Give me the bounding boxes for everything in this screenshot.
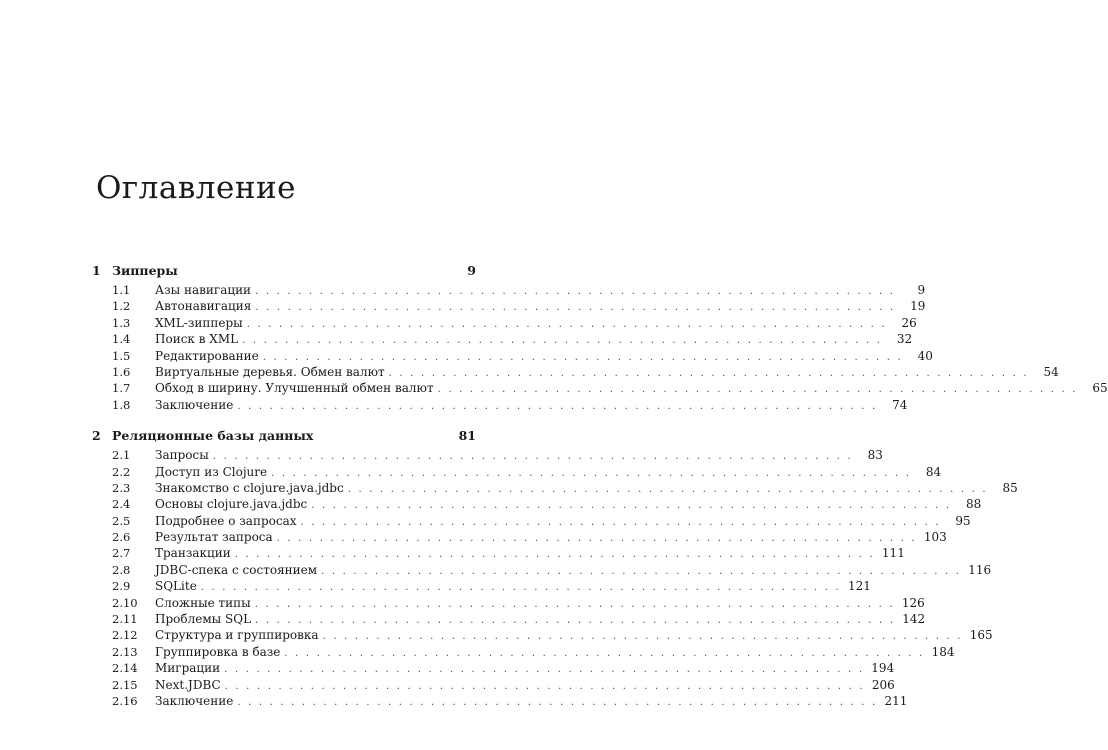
section-number: 1.6 (112, 364, 131, 379)
dot-leader: . . . . . . . . . . . . . . . . . . . . . . . . . . . . . . . . . . . . . . . . . . . . . . . . . . . . . . . . . . . . (200, 582, 841, 594)
dot-leader: . . . . . . . . . . . . . . . . . . . . . . . . . . . . . . . . . . . . . . . . . . . . . . . . . . . . . . . . . . . . (237, 696, 878, 708)
section-number: 2.15 (112, 677, 138, 692)
section-title: Заключение (155, 693, 234, 708)
toc-entry[interactable] (92, 579, 871, 595)
section-page: 32 (896, 332, 913, 347)
section-title: Автонавигация (155, 299, 252, 314)
toc-entry[interactable] (92, 595, 925, 612)
toc-chapter[interactable] (92, 263, 476, 283)
section-title: Подробнее о запросах (155, 513, 297, 528)
section-number: 2.16 (112, 693, 138, 708)
section-page: 211 (884, 693, 908, 708)
toc-entry[interactable] (92, 612, 926, 628)
dot-leader: . . . . . . . . . . . . . . . . . . . . . . . . . . . . . . . . . . . . . . . . . . . . . . . . . . . . . . . . . . . . (254, 598, 895, 610)
dot-leader: . . . . . . . . . . . . . . . . . . . . . . . . . . . . . . . . . . . . . . . . . . . . . . . . . . . . . . . . . . . . (237, 400, 878, 412)
toc-entry[interactable] (92, 693, 908, 710)
section-title: Транзакции (155, 546, 231, 561)
section-title: XML-зипперы (155, 315, 243, 330)
section-number: 1.8 (112, 397, 131, 412)
toc-entry[interactable] (92, 448, 883, 464)
dot-leader: . . . . . . . . . . . . . . . . . . . . . . . . . . . . . . . . . . . . . . . . . . . . . . . . . . . . . . . . . . . . (311, 500, 952, 512)
toc-entry[interactable] (92, 644, 955, 661)
section-number: 2.4 (112, 497, 131, 512)
chapter-gap (92, 414, 476, 428)
dot-leader: . . . . . . . . . . . . . . . . . . . . . . . . . . . . . . . . . . . . . . . . . . . . . . . . . . . . . . . . . . . . (255, 302, 896, 314)
dot-leader: . . . . . . . . . . . . . . . . . . . . . . . . . . . . . . . . . . . . . . . . . . . . . . . . . . . . . . . . . . . . (271, 467, 912, 479)
dot-leader: . . . . . . . . . . . . . . . . . . . . . . . . . . . . . . . . . . . . . . . . . . . . . . . . . . . . . . . . . . . . (321, 565, 962, 577)
section-title: Заключение (155, 397, 234, 412)
section-title: Доступ из Clojure (155, 464, 268, 479)
dot-leader: . . . . . . . . . . . . . . . . . . . . . . . . . . . . . . . . . . . . . . . . . . . . . . . . . . . . . . . . . . . . (262, 351, 903, 363)
toc-entry[interactable] (92, 364, 1059, 381)
section-title: Запросы (155, 448, 209, 463)
section-number: 2.3 (112, 480, 131, 495)
dot-leader: . . . . . . . . . . . . . . . . . . . . . . . . . . . . . . . . . . . . . . . . . . . . . . . . . . . . . . . . . . . . (300, 516, 941, 528)
dot-leader: . . . . . . . . . . . . . . . . . . . . . . . . . . . . . . . . . . . . . . . . . . . . . . . . . . . . . . . . . . . . (242, 335, 883, 347)
dot-leader: . . . . . . . . . . . . . . . . . . . . . . . . . . . . . . . . . . . . . . . . . . . . . . . . . . . . . . . . . . . . (224, 664, 865, 676)
chapter-page: 9 (467, 263, 476, 278)
dot-leader: . . . . . . . . . . . . . . . . . . . . . . . . . . . . . . . . . . . . . . . . . . . . . . . . . . . . . . . . . . . . (234, 549, 875, 561)
section-number: 2.7 (112, 546, 131, 561)
section-number: 2.9 (112, 579, 131, 594)
section-page: 95 (955, 513, 971, 528)
section-page: 54 (1043, 364, 1059, 379)
chapter-page: 81 (458, 428, 476, 444)
toc-entry[interactable] (92, 464, 942, 481)
dot-leader: . . . . . . . . . . . . . . . . . . . . . . . . . . . . . . . . . . . . . . . . . . . . . . . . . . . . . . . . . . . . (276, 533, 917, 545)
section-number: 1.1 (112, 283, 131, 297)
section-page: 111 (881, 546, 905, 561)
dot-leader: . . . . . . . . . . . . . . . . . . . . . . . . . . . . . . . . . . . . . . . . . . . . . . . . . . . . . . . . . . . . (437, 384, 1078, 396)
section-title: Основы clojure.java.jdbc (155, 497, 308, 512)
section-number: 1.5 (112, 348, 131, 363)
section-title: Сложные типы (155, 595, 251, 610)
dot-leader: . . . . . . . . . . . . . . . . . . . . . . . . . . . . . . . . . . . . . . . . . . . . . . . . . . . . . . . . . . . . (284, 647, 925, 659)
section-title: Знакомство с clojure.java.jdbc (155, 480, 344, 495)
page-title: Оглавление (96, 170, 296, 206)
toc-entry[interactable] (92, 530, 947, 546)
section-title: Проблемы SQL (155, 612, 252, 627)
section-number: 2.14 (112, 661, 138, 676)
section-page: 142 (902, 612, 926, 627)
dot-leader: . . . . . . . . . . . . . . . . . . . . . . . . . . . . . . . . . . . . . . . . . . . . . . . . . . . . . . . . . . . . (212, 451, 853, 463)
toc-entry[interactable] (92, 348, 933, 365)
chapter-number: 1 (92, 263, 101, 278)
section-page: 184 (931, 644, 955, 659)
section-number: 2.11 (112, 612, 138, 627)
section-page: 74 (892, 397, 908, 412)
section-page: 40 (917, 348, 933, 363)
section-number: 2.1 (112, 448, 131, 463)
section-title: Азы навигации (155, 283, 252, 297)
section-title: Поиск в XML (155, 332, 239, 347)
section-title: Результат запроса (155, 530, 273, 545)
chapter-title: Реляционные базы данных (112, 428, 314, 444)
table-of-contents (92, 263, 1108, 710)
dot-leader: . . . . . . . . . . . . . . . . . . . . . . . . . . . . . . . . . . . . . . . . . . . . . . . . . . . . . . . . . . . . (255, 615, 896, 627)
toc-entry[interactable] (92, 315, 917, 332)
toc-entry[interactable] (92, 513, 971, 530)
section-page: 19 (910, 299, 926, 314)
dot-leader: . . . . . . . . . . . . . . . . . . . . . . . . . . . . . . . . . . . . . . . . . . . . . . . . . . . . . . . . . . . . (347, 483, 988, 495)
section-page: 83 (867, 448, 883, 463)
section-number: 2.2 (112, 464, 131, 479)
toc-entry[interactable] (92, 497, 982, 513)
section-page: 88 (966, 497, 982, 512)
section-page: 103 (923, 530, 947, 545)
section-title: Next.JDBC (155, 677, 221, 692)
dot-leader: . . . . . . . . . . . . . . . . . . . . . . . . . . . . . . . . . . . . . . . . . . . . . . . . . . . . . . . . . . . . (224, 680, 865, 692)
section-page: 9 (917, 283, 926, 297)
section-page: 116 (968, 562, 992, 577)
section-number: 1.7 (112, 381, 131, 396)
section-title: Редактирование (155, 348, 259, 363)
section-page: 85 (1002, 480, 1018, 495)
section-title: Структура и группировка (155, 628, 319, 643)
dot-leader: . . . . . . . . . . . . . . . . . . . . . . . . . . . . . . . . . . . . . . . . . . . . . . . . . . . . . . . . . . . . (388, 367, 1029, 379)
toc-entry[interactable] (92, 661, 895, 677)
toc-entry[interactable] (92, 546, 905, 562)
section-number: 2.6 (112, 530, 131, 545)
toc-entry[interactable] (92, 562, 992, 579)
section-page: 121 (847, 579, 871, 594)
section-number: 2.12 (112, 628, 138, 643)
section-title: JDBC-спека с состоянием (155, 562, 318, 577)
toc-entry[interactable] (92, 332, 913, 348)
section-title: Группировка в базе (155, 644, 281, 659)
chapter-number: 2 (92, 428, 101, 444)
section-title: Обход в ширину. Улучшенный обмен валют (155, 381, 434, 396)
toc-entry[interactable] (92, 299, 926, 315)
section-page: 26 (901, 315, 917, 330)
toc-entry[interactable] (92, 677, 895, 694)
section-number: 2.13 (112, 644, 138, 659)
toc-entry[interactable] (92, 480, 1018, 497)
section-title: Виртуальные деревья. Обмен валют (155, 364, 385, 379)
toc-entry[interactable] (92, 628, 993, 644)
toc-entry[interactable] (92, 381, 1108, 397)
dot-leader: . . . . . . . . . . . . . . . . . . . . . . . . . . . . . . . . . . . . . . . . . . . . . . . . . . . . . . . . . . . . (246, 318, 887, 330)
section-number: 2.8 (112, 562, 131, 577)
section-number: 2.10 (112, 595, 138, 610)
section-page: 194 (871, 661, 895, 676)
dot-leader: . . . . . . . . . . . . . . . . . . . . . . . . . . . . . . . . . . . . . . . . . . . . . . . . . . . . . . . . . . . . (322, 631, 963, 643)
chapter-title: Зипперы (112, 263, 178, 278)
section-page: 126 (901, 595, 925, 610)
toc-chapter[interactable] (92, 428, 476, 448)
toc-entry[interactable] (92, 397, 908, 414)
section-title: Миграции (155, 661, 221, 676)
section-number: 1.3 (112, 315, 131, 330)
section-page: 84 (925, 464, 942, 479)
dot-leader: . . . . . . . . . . . . . . . . . . . . . . . . . . . . . . . . . . . . . . . . . . . . . . . . . . . . . . . . . . . . (255, 286, 896, 297)
section-title: SQLite (155, 579, 197, 594)
section-number: 1.4 (112, 332, 131, 347)
toc-entry[interactable] (92, 283, 926, 299)
section-page: 206 (871, 677, 895, 692)
section-number: 2.5 (112, 513, 131, 528)
section-page: 165 (969, 628, 993, 643)
section-page: 65 (1092, 381, 1108, 396)
section-number: 1.2 (112, 299, 131, 314)
